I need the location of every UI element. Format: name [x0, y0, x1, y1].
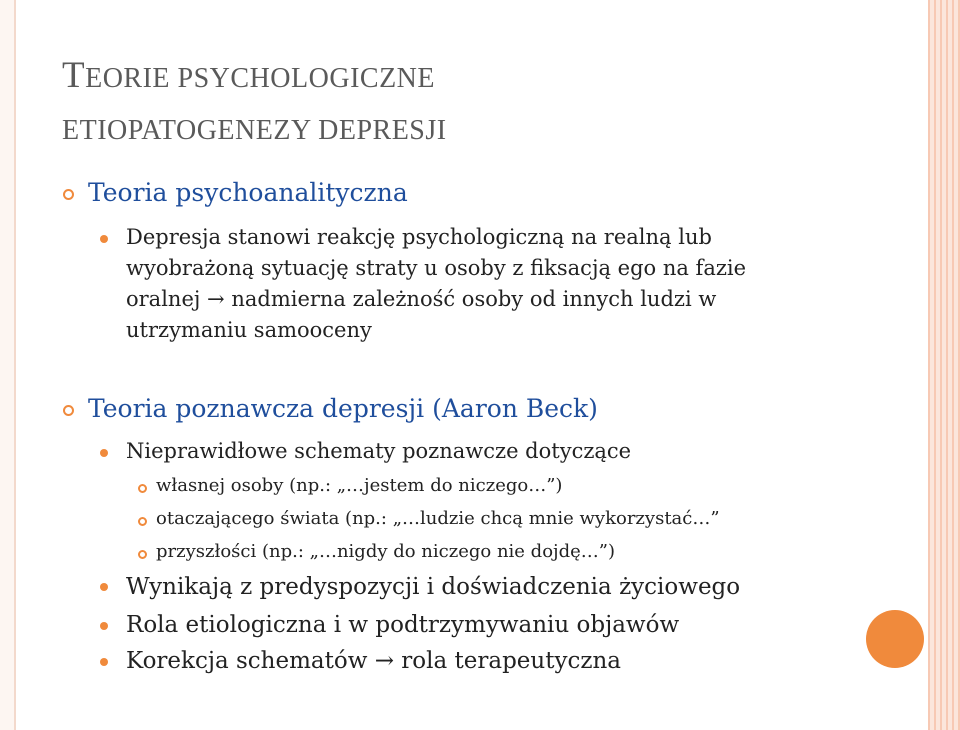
bullet-line: Rola etiologiczna i w podtrzymywaniu objawów [126, 612, 680, 638]
bullet-line: Korekcja schematów → rola terapeutyczna [126, 648, 621, 674]
title-line2: ETIOPATOGENEZY DEPRESJI [62, 115, 447, 146]
bullet-line: utrzymaniu samooceny [126, 318, 372, 342]
title-initial: T [62, 55, 86, 96]
section-heading: Teoria poznawcza depresji (Aaron Beck) [88, 394, 598, 423]
subbullet-line: własnej osoby (np.: „…jestem do niczego…”) [156, 475, 563, 496]
bullet-line: Wynikają z predyspozycji i doświadczenia życiowego [126, 574, 741, 600]
subbullet-icon [138, 517, 147, 526]
bullet-line: Nieprawidłowe schematy poznawcze dotyczące [126, 439, 632, 463]
decorative-circle [866, 610, 924, 668]
bullet-icon [100, 622, 108, 630]
bullet-line: wyobrażoną sytuację straty u osoby z fiksacją ego na fazie [126, 256, 747, 280]
section-bullet-icon [63, 189, 74, 200]
subbullet-line: otaczającego świata (np.: „…ludzie chcą mnie wykorzystać…” [156, 508, 720, 529]
bullet-line: Depresja stanowi reakcję psychologiczną na realną lub [126, 225, 712, 249]
subbullet-icon [138, 484, 147, 493]
bullet-icon [100, 235, 108, 243]
bullet-line: oralnej → nadmierna zależność osoby od innych ludzi w [126, 287, 717, 311]
subbullet-line: przyszłości (np.: „…nigdy do niczego nie dojdę…”) [156, 541, 616, 562]
bullet-icon [100, 449, 108, 457]
section-heading: Teoria psychoanalityczna [88, 178, 408, 207]
bullet-icon [100, 583, 108, 591]
section-bullet-icon [63, 405, 74, 416]
subbullet-icon [138, 550, 147, 559]
bullet-icon [100, 658, 108, 666]
title-line1: EORIE PSYCHOLOGICZNE [85, 63, 435, 94]
